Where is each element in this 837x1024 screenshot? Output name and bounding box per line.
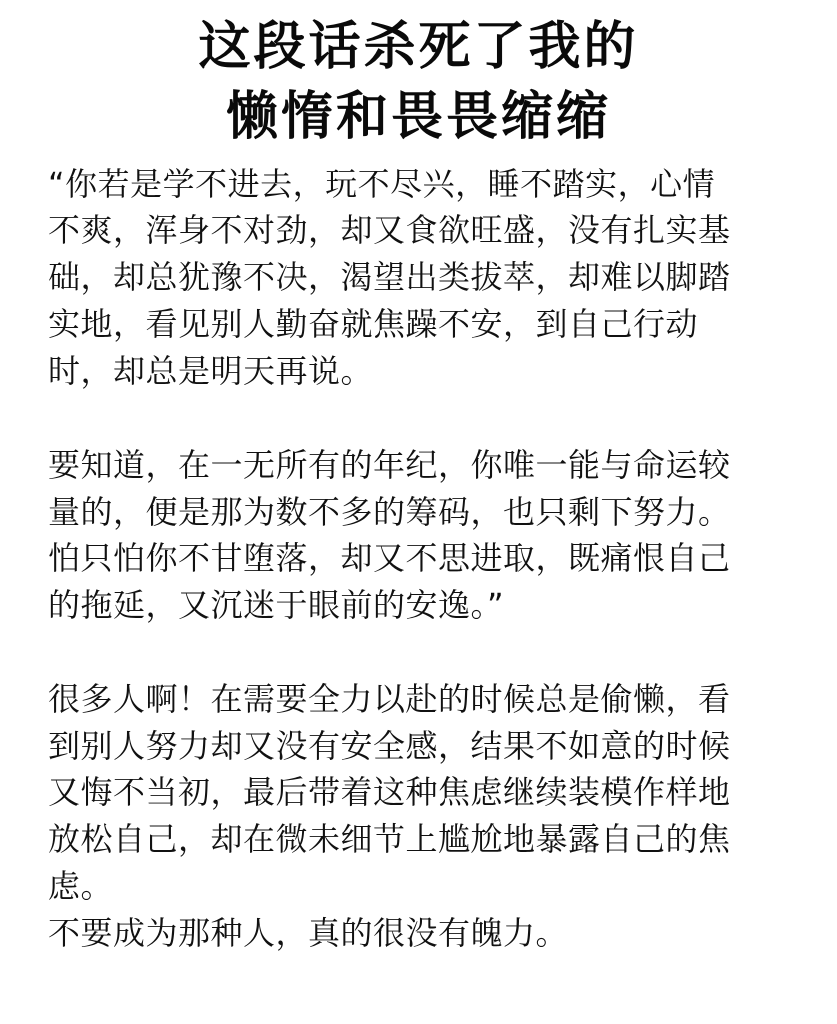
- body-line: 时，却总是明天再说。: [48, 352, 374, 390]
- body-line: 量的，便是那为数不多的筹码，也只剩下努力。: [48, 493, 731, 531]
- body-line: 怕只怕你不甘堕落，却又不思进取，既痛恨自己: [48, 539, 731, 577]
- title-line-1: 这段话杀死了我的: [198, 17, 639, 77]
- body-line: 不爽，浑身不对劲，却又食欲旺盛，没有扎实基: [48, 211, 731, 249]
- body-line: “你若是学不进去，玩不尽兴，睡不踏实，心情: [48, 165, 716, 203]
- body-line: 又悔不当初，最后带着这种焦虑继续装模作样地: [48, 773, 731, 811]
- title-line-2: 懒惰和畏畏缩缩: [225, 87, 611, 147]
- page-title: [0, 12, 837, 152]
- body-line: 础，却总犹豫不决，渴望出类拔萃，却难以脚踏: [48, 258, 731, 296]
- body-line: 虑。: [48, 867, 114, 905]
- body-line: 很多人啊！在需要全力以赴的时候总是偷懒，看: [48, 680, 731, 718]
- body-line: 的拖延，又沉迷于眼前的安逸。”: [48, 586, 505, 624]
- body-line: 到别人努力却又没有安全感，结果不如意的时候: [48, 727, 731, 765]
- body-line: 要知道，在一无所有的年纪，你唯一能与命运较: [48, 446, 731, 484]
- body-line: 实地，看见别人勤奋就焦躁不安，到自己行动: [48, 305, 699, 343]
- body-line: 放松自己，却在微未细节上尴尬地暴露自己的焦: [48, 820, 731, 858]
- body-line: 不要成为那种人，真的很没有魄力。: [48, 914, 569, 952]
